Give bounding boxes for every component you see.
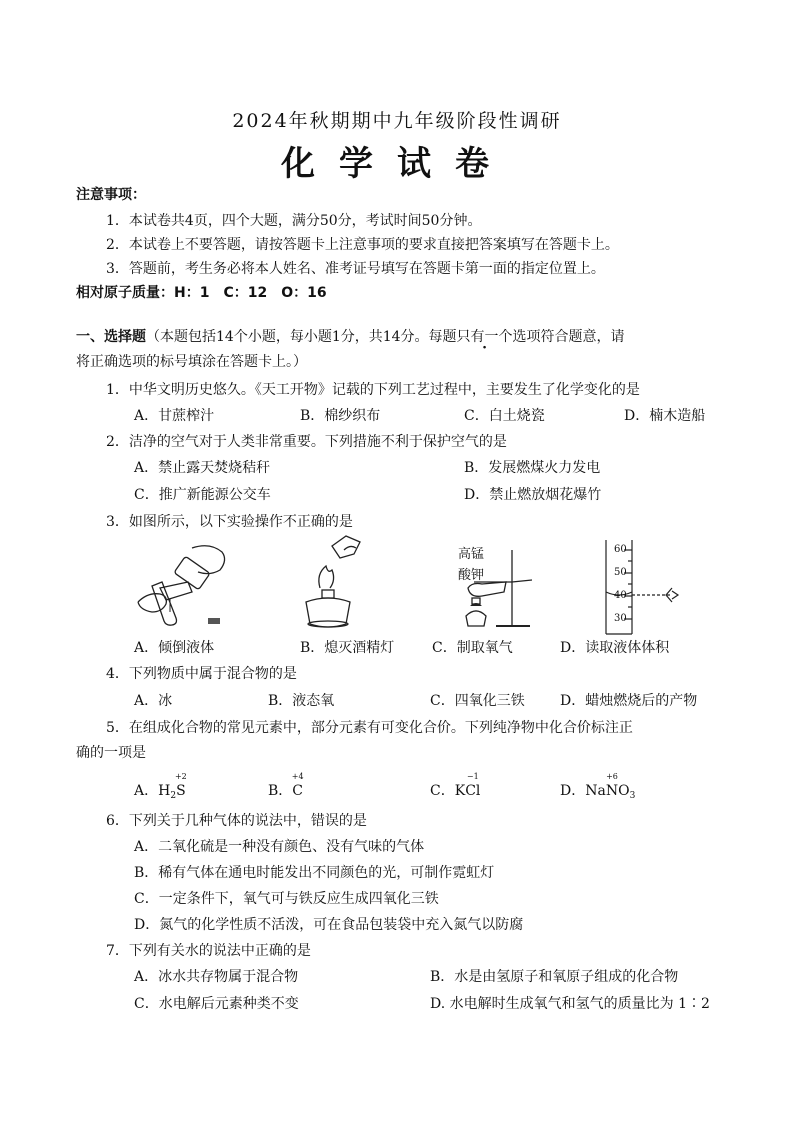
q3-option-c: C．制取氧气 bbox=[432, 640, 513, 656]
section1-desc-b: 选项符合题意，请 bbox=[512, 329, 625, 345]
cylinder-tick-60: 60 bbox=[614, 544, 627, 555]
q4-option-d: D．蜡烛燃烧后的产物 bbox=[560, 693, 698, 709]
fig-c-label-1: 高锰 bbox=[458, 547, 485, 562]
q3-stem: 3．如图所示，以下实验操作不正确的是 bbox=[106, 514, 353, 530]
valence-cl: −1 Cl bbox=[465, 772, 481, 799]
q7-stem: 7．下列有关水的说法中正确的是 bbox=[106, 943, 311, 959]
q2-option-b: B．发展燃煤火力发电 bbox=[464, 460, 601, 476]
q5-option-c: C．K −1 Cl bbox=[430, 772, 481, 799]
valence-n: +6 N bbox=[605, 772, 619, 799]
q4-stem: 4．下列物质中属于混合物的是 bbox=[106, 666, 297, 682]
q6-stem: 6．下列关于几种气体的说法中，错误的是 bbox=[106, 813, 367, 829]
q5-option-a: A．$H_2$ +2 S bbox=[134, 772, 187, 801]
q6-option-a: A．二氧化硫是一种没有颜色、没有气味的气体 bbox=[134, 839, 425, 855]
pouring-liquid-figure bbox=[130, 540, 240, 630]
cylinder-tick-30: 30 bbox=[614, 613, 627, 624]
atomic-mass: 相对原子质量：H：1 C：12 O：16 bbox=[76, 285, 327, 301]
q2-option-a: A．禁止露天焚烧秸秆 bbox=[134, 460, 271, 476]
q6-option-b: B．稀有气体在通电时能发出不同颜色的光，可制作霓虹灯 bbox=[134, 865, 495, 881]
q4-option-a: A．冰 bbox=[134, 693, 173, 709]
section1-desc-a: （本题包括14个小题，每小题1分，共14分。每题 bbox=[146, 329, 457, 345]
section1-head: 一、选择题 bbox=[76, 329, 146, 345]
q7-option-d: D. 水电解时生成氧气和氢气的质量比为 1∶2 bbox=[430, 996, 710, 1012]
q5-option-d: D．Na +6 $NO_3$ bbox=[560, 772, 636, 801]
q5-option-b: B． +4 C bbox=[268, 772, 304, 799]
q1-option-a: A．甘蔗榨汁 bbox=[134, 408, 215, 424]
q4-option-c: C．四氧化三铁 bbox=[430, 693, 525, 709]
oxygen-apparatus-figure bbox=[456, 540, 546, 630]
q3-option-b: B．熄灭酒精灯 bbox=[300, 640, 395, 656]
q5-stem-line1: 5．在组成化合物的常见元素中，部分元素有可变化合价。下列纯净物中化合价标注正 bbox=[106, 720, 633, 736]
exam-subtitle: 2024年秋期期中九年级阶段性调研 bbox=[232, 110, 562, 132]
fig-c-label-2: 酸钾 bbox=[458, 568, 485, 583]
q7-option-c: C．水电解后元素种类不变 bbox=[134, 996, 299, 1012]
q5-stem-line2: 确的一项是 bbox=[76, 745, 146, 761]
notice-item-3: 3．答题前，考生务必将本人姓名、准考证号填写在答题卡第一面的指定位置上。 bbox=[106, 261, 605, 277]
q1-option-d: D．楠木造船 bbox=[624, 408, 706, 424]
q2-option-c: C．推广新能源公交车 bbox=[134, 487, 271, 503]
notice-item-1: 1．本试卷共4页，四个大题，满分50分，考试时间50分钟。 bbox=[106, 213, 482, 229]
q7-option-a: A．冰水共存物属于混合物 bbox=[134, 969, 299, 985]
q3-option-a: A．倾倒液体 bbox=[134, 640, 215, 656]
q1-option-b: B．棉纱织布 bbox=[300, 408, 381, 424]
alcohol-lamp-figure bbox=[292, 532, 382, 632]
section1-desc-emph: 只有一个 bbox=[456, 329, 513, 345]
exam-title: 化学试卷 bbox=[281, 144, 513, 184]
q1-stem: 1．中华文明历史悠久。《天工开物》记载的下列工艺过程中，主要发生了化学变化的是 bbox=[106, 382, 640, 398]
q4-option-b: B．液态氧 bbox=[268, 693, 335, 709]
q7-option-b: B．水是由氢原子和氧原子组成的化合物 bbox=[430, 969, 679, 985]
valence-s: +2 S bbox=[174, 772, 187, 799]
section1-intro bbox=[76, 326, 625, 346]
q6-option-d: D．氮气的化学性质不活泼，可在食品包装袋中充入氮气以防腐 bbox=[134, 917, 524, 933]
notice-item-2: 2．本试卷上不要答题，请按答题卡上注意事项的要求直接把答案填写在答题卡上。 bbox=[106, 237, 619, 253]
cylinder-tick-40: 40 bbox=[614, 590, 627, 601]
notice-label: 注意事项： bbox=[76, 187, 146, 203]
cylinder-tick-50: 50 bbox=[614, 567, 627, 578]
q2-stem: 2．洁净的空气对于人类非常重要。下列措施不利于保护空气的是 bbox=[106, 434, 507, 450]
section1-desc-line2: 将正确选项的标号填涂在答题卡上。） bbox=[76, 354, 307, 370]
q3-option-d: D．读取液体体积 bbox=[560, 640, 670, 656]
valence-c: +4 C bbox=[291, 772, 304, 799]
q2-option-d: D．禁止燃放烟花爆竹 bbox=[464, 487, 602, 503]
q6-option-c: C．一定条件下，氧气可与铁反应生成四氧化三铁 bbox=[134, 891, 439, 907]
graduated-cylinder-figure bbox=[590, 538, 690, 638]
q1-option-c: C．白土烧瓷 bbox=[464, 408, 545, 424]
